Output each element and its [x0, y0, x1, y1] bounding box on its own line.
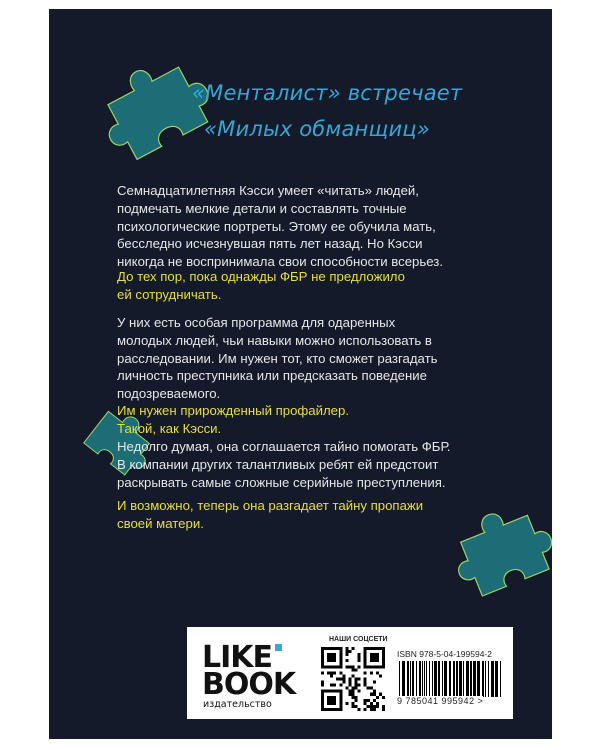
imprint-box	[187, 627, 513, 719]
cover-tagline	[192, 75, 542, 147]
logo-accent-square	[275, 644, 282, 651]
tagline-line-1: «Менталист» встречает	[192, 81, 463, 105]
logo-line-2: BOOK	[202, 667, 296, 702]
logo-line-1: LIKE	[202, 640, 273, 675]
publisher-logo	[202, 640, 302, 710]
isbn-label: ISBN 978-5-04-199594-2	[397, 649, 492, 659]
blurb-paragraph: Семнадцатилетняя Кэсси умеет «читать» людей, подмечать мелкие детали и составлять точные психологические портреты. Этому ее обучила мать, бесследно исчезнувшая пять лет назад. Но Кэсси никогда не воспринимала свои способности всерьез.	[117, 183, 444, 270]
barcode-digits: 9 785041 995942 >	[397, 696, 484, 706]
highlight-paragraph: До тех пор, пока однажды ФБР не предложило ей сотрудничать.	[117, 269, 405, 302]
highlight-paragraph: Им нужен прирожденный профайлер. Такой, как Кэсси.	[117, 403, 350, 436]
social-label: НАШИ СОЦСЕТИ	[329, 636, 388, 643]
blurb-paragraph: У них есть особая программа для одаренных молодых людей, чьи навыки можно использовать в расследовании. Им нужен тот, кто сможет разгадать личность преступника или предсказать поведение подозреваемого.	[117, 315, 438, 402]
blurb-paragraph: Недолго думая, она соглашается тайно помогать ФБР. В компании других талантливых ребят ей предстоит раскрывать самые сложные серийные преступления.	[117, 439, 451, 490]
book-back-cover	[49, 9, 552, 739]
qr-code[interactable]	[321, 647, 385, 711]
logo-subtitle: издательство	[203, 699, 272, 710]
tagline-line-2: «Милых обманщиц»	[204, 117, 430, 141]
highlight-paragraph: И возможно, теперь она разгадает тайну пропажи своей матери.	[117, 498, 424, 531]
